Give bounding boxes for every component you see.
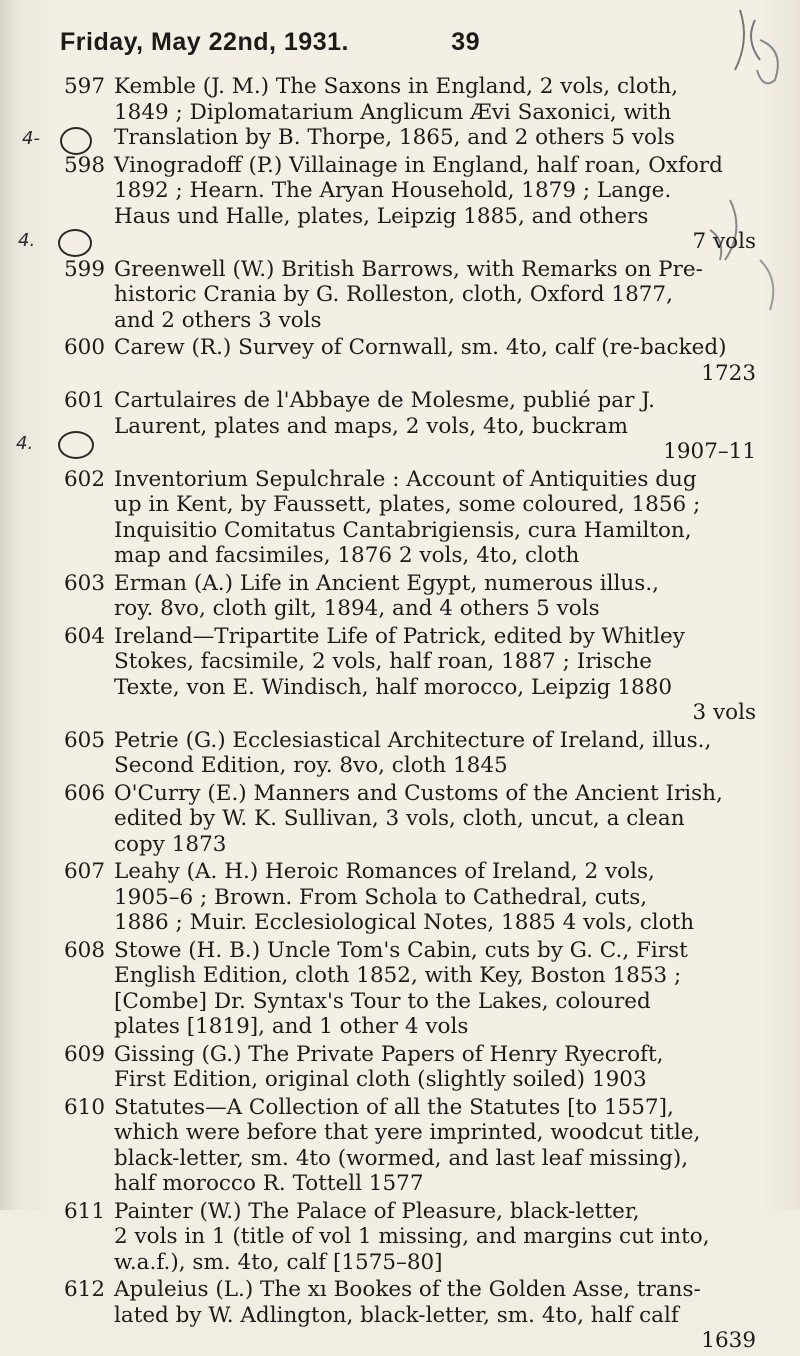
entry-line: Inventorium Sepulchrale : Account of Antiquities dug <box>114 466 697 492</box>
entry-line: Stowe (H. B.) Uncle Tom's Cabin, cuts by G. C., First <box>114 937 688 963</box>
entry-line: half morocco R. Tottell 1577 <box>114 1171 424 1196</box>
entry-line: 1639 <box>701 1328 756 1353</box>
lot-number: 606 <box>64 780 106 806</box>
entry-line: Texte, von E. Windisch, half morocco, Leipzig 1880 <box>114 674 673 700</box>
entry-line: Translation by B. Thorpe, 1865, and 2 others 5 vols <box>114 125 675 150</box>
entry-line: historic Crania by G. Rolleston, cloth, Oxford 1877, <box>114 282 673 307</box>
lot-entry <box>64 571 764 622</box>
lot-entry <box>64 74 764 151</box>
lot-number: 607 <box>64 859 106 884</box>
page-number: 39 <box>451 28 480 56</box>
entry-line: which were before that yere imprinted, woodcut title, <box>114 1120 701 1145</box>
lot-number: 608 <box>64 937 106 963</box>
entry-line: Laurent, plates and maps, 2 vols, 4to, buckram <box>114 413 628 439</box>
lot-number: 602 <box>64 466 106 492</box>
entry-line: 3 vols <box>692 700 756 725</box>
entry-line: Apuleius (L.) The xı Bookes of the Golden Asse, trans- <box>114 1277 701 1302</box>
entry-line: English Edition, cloth 1852, with Key, Boston 1853 ; <box>114 963 682 988</box>
entry-line: Carew (R.) Survey of Cornwall, sm. 4to, calf (re-backed) <box>114 335 727 360</box>
entry-line: 1907–11 <box>663 439 756 464</box>
lot-number: 600 <box>64 335 106 360</box>
entry-line: 1892 ; Hearn. The Aryan Household, 1879 ; Lange. <box>114 178 672 203</box>
lot-number: 609 <box>64 1041 106 1067</box>
entry-line: Vinogradoff (P.) Villainage in England, half roan, Oxford <box>114 152 723 178</box>
entry-line: map and facsimiles, 1876 2 vols, 4to, cloth <box>114 543 580 568</box>
entry-line: copy 1873 <box>114 831 227 857</box>
lot-entry <box>64 781 764 858</box>
lot-number: 597 <box>64 74 106 99</box>
entry-line: Petrie (G.) Ecclesiastical Architecture of Ireland, illus., <box>114 727 712 753</box>
entry-line: Haus und Halle, plates, Leipzig 1885, and others <box>114 203 649 229</box>
entry-line: Second Edition, roy. 8vo, cloth 1845 <box>114 753 508 778</box>
entry-line: Greenwell (W.) British Barrows, with Remarks on Pre- <box>114 256 703 282</box>
entry-line: plates [1819], and 1 other 4 vols <box>114 1014 469 1039</box>
lot-number: 604 <box>64 623 106 649</box>
entry-line: Erman (A.) Life in Ancient Egypt, numerous illus., <box>114 570 659 596</box>
lot-number: 599 <box>64 256 106 282</box>
lot-entry <box>64 335 764 386</box>
lot-entry <box>64 1042 764 1093</box>
margin-note-599: 4. <box>18 230 36 251</box>
lot-list <box>64 74 764 1356</box>
lot-number: 612 <box>64 1277 106 1302</box>
lot-entry <box>64 624 764 726</box>
entry-line: First Edition, original cloth (slightly soiled) 1903 <box>114 1067 647 1092</box>
entry-line: Kemble (J. M.) The Saxons in England, 2 vols, cloth, <box>114 74 679 99</box>
lot-entry <box>64 938 764 1040</box>
entry-line: 2 vols in 1 (title of vol 1 missing, and margins cut into, <box>114 1224 710 1249</box>
lot-entry <box>64 388 764 465</box>
entry-line: Stokes, facsimile, 2 vols, half roan, 1887 ; Irische <box>114 649 653 674</box>
entry-line: black-letter, sm. 4to (wormed, and last leaf missing), <box>114 1145 689 1171</box>
entry-line: w.a.f.), sm. 4to, calf [1575–80] <box>114 1249 443 1275</box>
entry-line: Cartulaires de l'Abbaye de Molesme, publié par J. <box>114 388 656 413</box>
lot-entry <box>64 728 764 779</box>
entry-line: and 2 others 3 vols <box>114 307 322 333</box>
lot-number: 601 <box>64 388 106 413</box>
entry-line: Ireland—Tripartite Life of Patrick, edited by Whitley <box>114 623 685 649</box>
lot-number: 605 <box>64 727 106 753</box>
entry-line: 1849 ; Diplomatarium Anglicum Ævi Saxonici, with <box>114 99 672 125</box>
lot-entry <box>64 467 764 569</box>
entry-line: 1905–6 ; Brown. From Schola to Cathedral, cuts, <box>114 884 648 910</box>
lot-entry <box>64 153 764 255</box>
page-header <box>60 28 480 57</box>
entry-line: Statutes—A Collection of all the Statutes [to 1557], <box>114 1094 674 1120</box>
entry-line: lated by W. Adlington, black-letter, sm. 4to, half calf <box>114 1302 679 1328</box>
entry-line: 1886 ; Muir. Ecclesiological Notes, 1885 4 vols, cloth <box>114 910 695 935</box>
lot-number: 611 <box>64 1198 106 1224</box>
lot-entry <box>64 1277 764 1354</box>
lot-entry <box>64 859 764 936</box>
entry-line: Painter (W.) The Palace of Pleasure, black-letter, <box>114 1198 640 1224</box>
lot-number: 603 <box>64 570 106 596</box>
entry-line: Gissing (G.) The Private Papers of Henry Ryecroft, <box>114 1041 664 1067</box>
margin-note-598: 4- <box>22 128 40 149</box>
entry-line: Inquisitio Comitatus Cantabrigiensis, cura Hamilton, <box>114 517 692 543</box>
entry-line: 1723 <box>701 360 756 386</box>
margin-note-602: 4. <box>16 433 34 454</box>
lot-number: 610 <box>64 1094 106 1120</box>
lot-number: 598 <box>64 152 106 178</box>
lot-entry <box>64 1095 764 1197</box>
header-date: Friday, May 22nd, 1931. <box>60 28 349 56</box>
entry-line: O'Curry (E.) Manners and Customs of the Ancient Irish, <box>114 780 723 806</box>
lot-entry <box>64 257 764 334</box>
entry-line: edited by W. K. Sullivan, 3 vols, cloth, uncut, a clean <box>114 806 685 831</box>
entry-line: 7 vols <box>692 229 756 254</box>
entry-line: up in Kent, by Faussett, plates, some coloured, 1856 ; <box>114 492 701 517</box>
entry-line: roy. 8vo, cloth gilt, 1894, and 4 others 5 vols <box>114 596 600 621</box>
entry-line: [Combe] Dr. Syntax's Tour to the Lakes, coloured <box>114 988 651 1014</box>
entry-line: Leahy (A. H.) Heroic Romances of Ireland, 2 vols, <box>114 859 655 884</box>
